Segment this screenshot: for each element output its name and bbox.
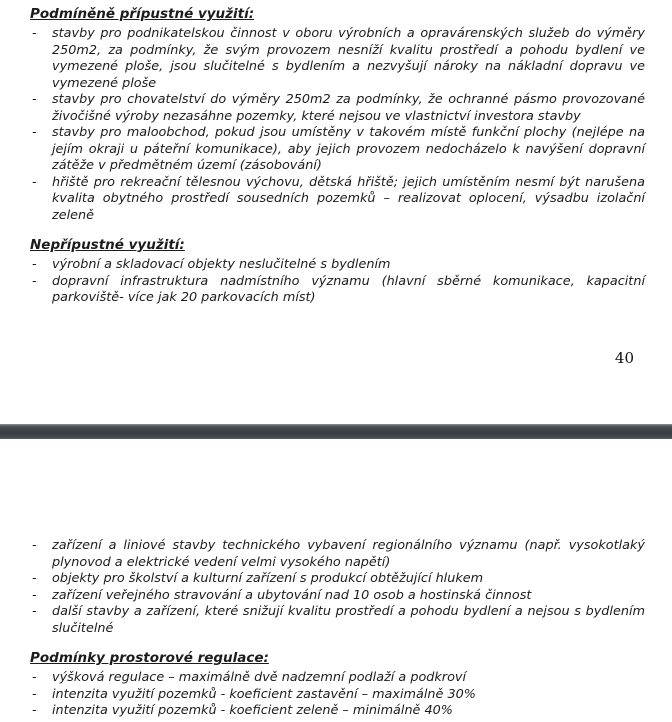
list-item: - zařízení veřejného stravování a ubytování nad 10 osob a hostinská činnost	[30, 588, 645, 605]
document-page-2	[0, 439, 672, 720]
list-item: - intenzita využití pozemků - koeficient zeleně – minimálně 40%	[30, 703, 645, 720]
section-heading-conditionally-permitted: Podmíněně přípustné využití:	[30, 6, 255, 22]
list-item: - další stavby a zařízení, které snižují kvalitu prostředí a pohodu bydlení a nejsou s bydlením slučitelné	[30, 604, 645, 637]
list-item: - výšková regulace – maximálně dvě nadzemní podlaží a podkroví	[30, 670, 645, 687]
bullet-list-impermissible	[30, 257, 645, 307]
section-impermissible	[30, 237, 645, 307]
bullet-list-spatial-regulation	[30, 670, 645, 720]
list-item: - stavby pro chovatelství do výměry 250m2 za podmínky, že ochranné pásmo provozované živočišné výroby nezasáhne pozemky, které nejsou ve vlastnictví investora stavby	[30, 92, 645, 125]
bullet-list-conditionally-permitted	[30, 26, 645, 224]
section-heading-impermissible: Nepřípustné využití:	[30, 237, 185, 253]
page-separator-band	[0, 424, 672, 439]
section-spatial-regulation	[30, 650, 645, 720]
list-item: - stavby pro podnikatelskou činnost v oboru výrobních a opravárenských služeb do výměry 250m2, za podmínky, že svým provozem nesníží kvalitu prostředí a pohodu bydlení ve vymezené ploše, jsou slučitelné s bydlením a nezvyšují nároky na nákladní dopravu ve vymezené ploše	[30, 26, 645, 92]
list-item: - výrobní a skladovací objekty neslučitelné s bydlením	[30, 257, 645, 274]
page-number: 40	[614, 349, 634, 367]
list-item: - zařízení a liniové stavby technického vybavení regionálního významu (např. vysokotlaký plynovod a elektrické vedení velmi vysokého napětí)	[30, 538, 645, 571]
section-conditionally-permitted	[30, 6, 645, 224]
list-item: - objekty pro školství a kulturní zařízení s produkcí obtěžující hlukem	[30, 571, 645, 588]
list-item: - dopravní infrastruktura nadmístního významu (hlavní sběrné komunikace, kapacitní parkoviště- více jak 20 parkovacích míst)	[30, 274, 645, 307]
bullet-list-continued	[30, 538, 645, 637]
list-item: - intenzita využití pozemků - koeficient zastavění – maximálně 30%	[30, 687, 645, 704]
list-item: - hřiště pro rekreační tělesnou výchovu, dětská hřiště; jejich umístěním nesmí být narušena kvalita obytného prostředí sousedních pozemků – realizovat oplocení, výsadbu izolační zeleně	[30, 175, 645, 225]
section-heading-spatial-regulation: Podmínky prostorové regulace:	[30, 650, 269, 666]
list-item: - stavby pro maloobchod, pokud jsou umístěny v takovém místě funkční plochy (nejlépe na jejím okraji u páteřní komunikace), aby jejich provozem nedocházelo k navýšení dopravní zátěže v předmětném území (zásobování)	[30, 125, 645, 175]
